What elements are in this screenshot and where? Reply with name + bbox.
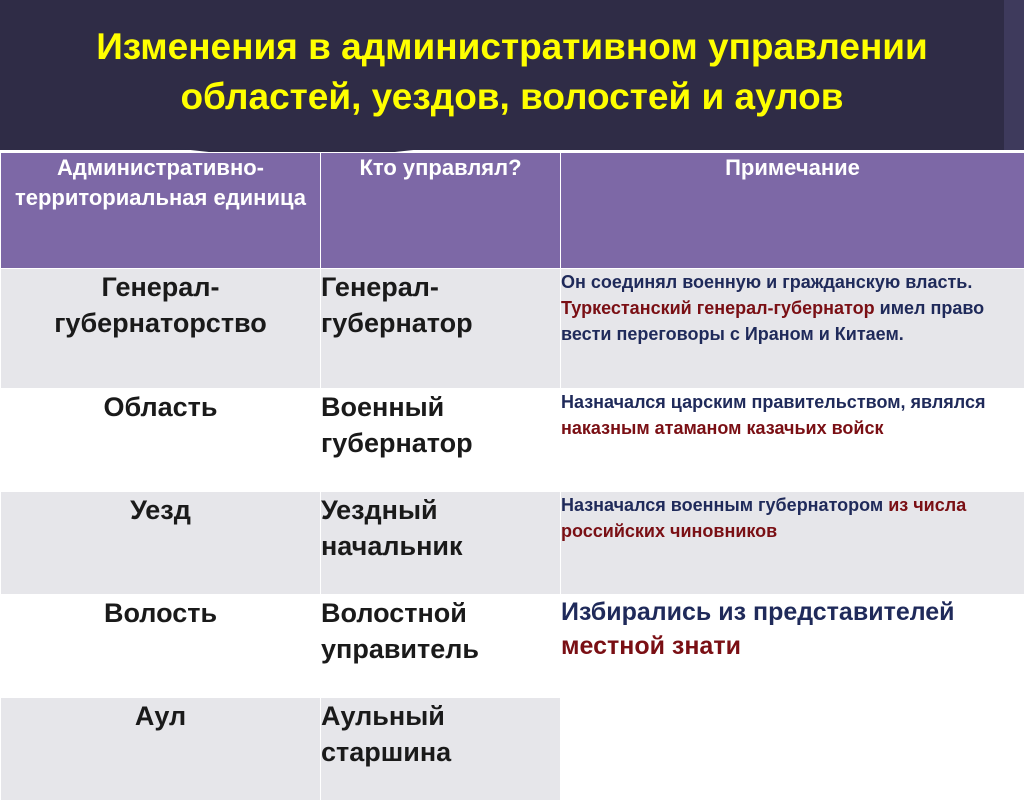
admin-table: [0, 152, 1024, 801]
ruler-cell: Волостной управитель: [321, 595, 561, 698]
table-row: [1, 269, 1024, 389]
header-ruler: Кто управлял?: [321, 153, 561, 269]
note-text: Назначался военным губернатором: [561, 495, 888, 515]
note-cell: [561, 389, 1024, 492]
title-line-2: областей, уездов, волостей и аулов: [0, 72, 1024, 122]
table-row: [1, 492, 1024, 595]
unit-cell: Волость: [1, 595, 321, 698]
unit-cell: Область: [1, 389, 321, 492]
note-text: Избирались из представителей: [561, 598, 955, 626]
note-text: имел право вести переговоры с Ираном и Китаем.: [561, 298, 984, 344]
note-highlight: Туркестанский генерал-губернатор: [561, 298, 875, 318]
slide-title: [0, 22, 1024, 122]
note-cell: [561, 269, 1024, 389]
header-unit: Административно-территориальная единица: [1, 153, 321, 269]
unit-cell: Генерал-губернаторство: [1, 269, 321, 389]
note-highlight: наказным атаманом казачьих войск: [561, 418, 884, 438]
header-note: Примечание: [561, 153, 1024, 269]
header-row: [1, 153, 1024, 269]
ruler-cell: Уездный начальник: [321, 492, 561, 595]
note-highlight: местной знати: [561, 632, 741, 660]
note-text: Он соединял военную и гражданскую власть.: [561, 272, 972, 292]
table-row: [1, 595, 1024, 698]
note-cell-merged: [561, 595, 1024, 801]
ruler-cell: Военный губернатор: [321, 389, 561, 492]
note-text: Назначался царским правительством, являлся: [561, 392, 986, 412]
unit-cell: Уезд: [1, 492, 321, 595]
title-line-1: Изменения в административном управлении: [0, 22, 1024, 72]
ruler-cell: Аульный старшина: [321, 698, 561, 801]
note-cell: [561, 492, 1024, 595]
table-row: [1, 389, 1024, 492]
ruler-cell: Генерал-губернатор: [321, 269, 561, 389]
unit-cell: Аул: [1, 698, 321, 801]
note-highlight: из числа российских чиновников: [561, 495, 966, 541]
